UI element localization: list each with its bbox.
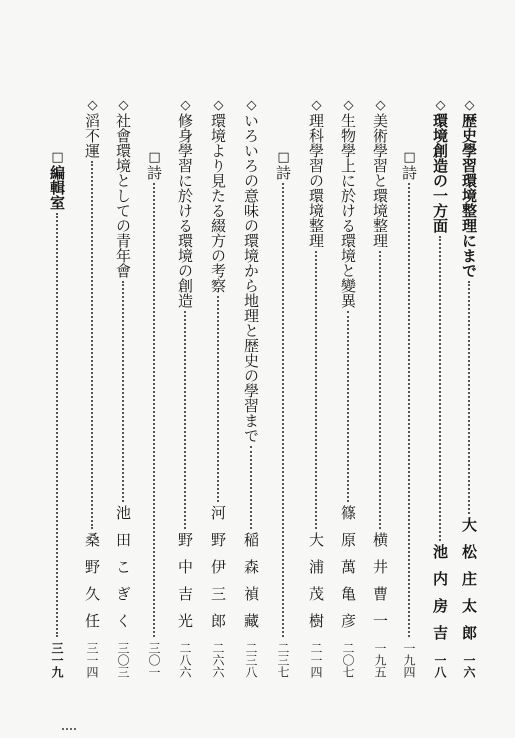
entry-author: 河野伊三郎 [209, 505, 227, 640]
leader-dots [439, 236, 441, 541]
entry-title: 修身學習に於ける環境の創造 [176, 113, 194, 308]
leader-dots [217, 296, 219, 502]
entry-page: 二八六 [178, 642, 192, 678]
diamond-icon: ◇ [116, 98, 131, 113]
leader-dots [347, 311, 349, 502]
square-icon: □ [50, 150, 65, 165]
toc-entry [174, 98, 196, 678]
entry-title: 詩 [145, 165, 163, 180]
entry-author: 野中吉光 [176, 532, 194, 640]
toc-entry [369, 98, 391, 678]
scan-speck [62, 728, 76, 732]
toc-entry [112, 98, 134, 678]
leader-dots [408, 183, 410, 637]
leader-dots [184, 311, 186, 529]
diamond-icon: ◇ [433, 98, 448, 113]
entry-page: 一八 [433, 654, 447, 678]
leader-dots [282, 183, 284, 637]
entry-page: 三〇一 [147, 642, 161, 678]
entry-page: 二一四 [309, 642, 323, 678]
square-icon: □ [276, 150, 291, 165]
entry-page: 二〇七 [341, 642, 355, 678]
diamond-icon: ◇ [309, 98, 324, 113]
toc-entry-poem [398, 150, 420, 678]
toc-entry-poem [272, 150, 294, 678]
diamond-icon: ◇ [373, 98, 388, 113]
leader-dots [56, 213, 58, 637]
toc-entry [458, 98, 480, 678]
entry-author: 稲森禎藏 [242, 532, 260, 640]
square-icon: □ [147, 150, 162, 165]
diamond-icon: ◇ [341, 98, 356, 113]
entry-title: 環境創造の一方面 [431, 113, 449, 233]
toc-entry-poem [143, 150, 165, 678]
entry-title: 編輯室 [48, 165, 66, 210]
toc-entry [81, 98, 103, 678]
leader-dots [91, 161, 93, 529]
toc-entry [207, 98, 229, 678]
leader-dots [153, 183, 155, 637]
entry-title: 理科學習の環境整理 [307, 113, 325, 248]
entry-title: いろいろの意味の環境から地理と歴史の學習まで [242, 113, 260, 443]
entry-page: 三一九 [50, 642, 64, 678]
entry-title: 詩 [274, 165, 292, 180]
toc-entry [429, 98, 451, 678]
entry-title: 歴史學習環境整理にまで [460, 113, 478, 278]
square-icon: □ [402, 150, 417, 165]
entry-page: 一九五 [373, 642, 387, 678]
diamond-icon: ◇ [244, 98, 259, 113]
toc-entry [240, 98, 262, 678]
entry-page: 一九四 [402, 642, 416, 678]
toc-entry [305, 98, 327, 678]
entry-title: 詩 [400, 165, 418, 180]
entry-title: 環境より見たる綴方の考察 [209, 113, 227, 293]
entry-page: 一六 [462, 654, 476, 678]
entry-title: 滔不運 [83, 113, 101, 158]
entry-page: 二三八 [244, 642, 258, 678]
diamond-icon: ◇ [211, 98, 226, 113]
entry-page: 二三七 [276, 642, 290, 678]
entry-page: 三〇三 [116, 642, 130, 678]
leader-dots [122, 281, 124, 502]
leader-dots [468, 281, 470, 514]
entry-page: 二六六 [211, 642, 225, 678]
entry-author: 大松庄太郎 [460, 517, 478, 652]
entry-author: 篠原萬亀彦 [339, 505, 357, 640]
diamond-icon: ◇ [462, 98, 477, 113]
diamond-icon: ◇ [85, 98, 100, 113]
entry-author: 池内房吉 [431, 544, 449, 652]
entry-page: 三一四 [85, 642, 99, 678]
entry-author: 桑野久任 [83, 532, 101, 640]
leader-dots [379, 251, 381, 529]
leader-dots [315, 251, 317, 529]
entry-title: 生物學上に於ける環境と變異 [339, 113, 357, 308]
toc-entry-editorial [46, 150, 68, 678]
entry-title: 美術學習と環境整理 [371, 113, 389, 248]
diamond-icon: ◇ [178, 98, 193, 113]
leader-dots [250, 446, 252, 529]
toc-entry [337, 98, 359, 678]
entry-author: 池田こぎく [114, 505, 132, 640]
entry-title: 社會環境としての青年會 [114, 113, 132, 278]
entry-author: 大浦茂樹 [307, 532, 325, 640]
entry-author: 横井曹一 [371, 532, 389, 640]
